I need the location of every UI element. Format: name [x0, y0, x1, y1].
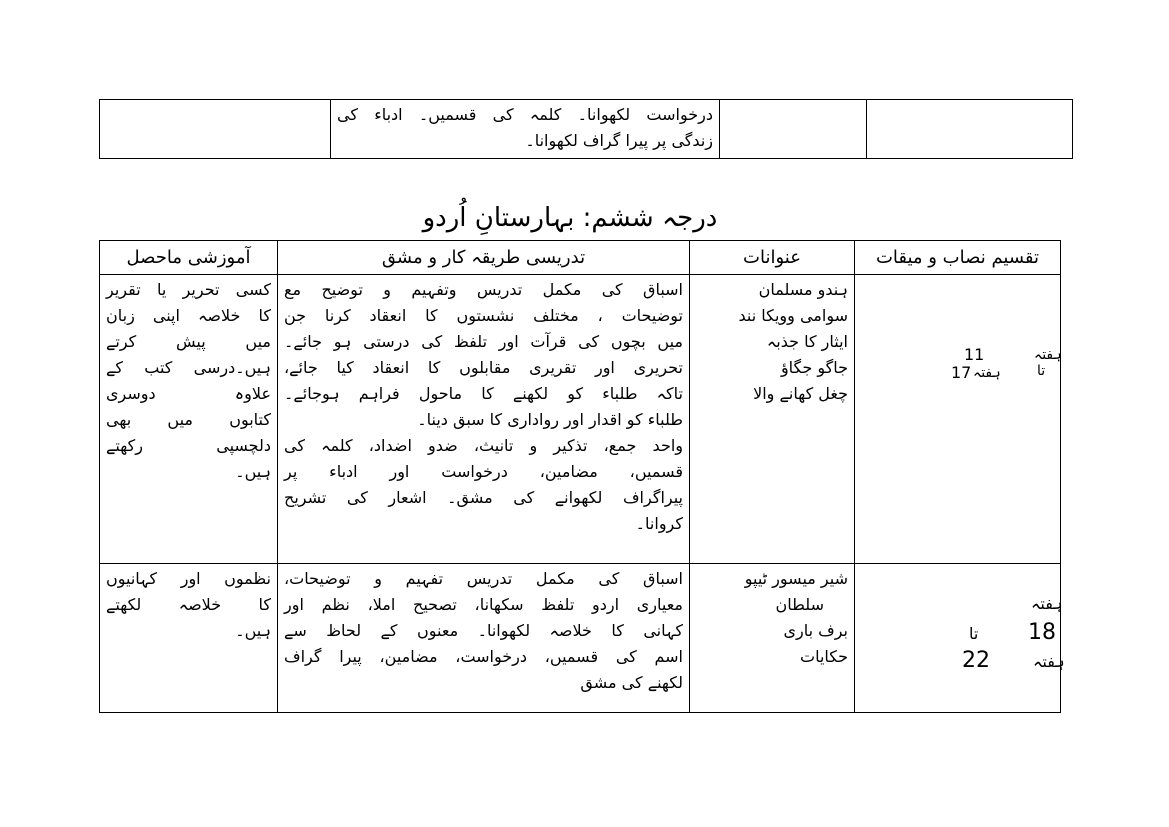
table-row: [100, 275, 1061, 564]
header-topics: عنوانات: [690, 241, 855, 275]
topic-item: چغل کھانے والا: [753, 384, 848, 403]
outcome-line: میں پیش کرتے: [106, 332, 271, 351]
method-cell: [278, 275, 690, 564]
outcome-line: کسی تحریر یا تقریر: [106, 280, 271, 299]
method-line: تحریری اور تقریری مقابلوں کا انعقاد کیا جائے،: [284, 358, 683, 377]
outcome-line: نظموں اور کہانیوں: [106, 569, 271, 588]
outcome-line: ہیں۔: [235, 462, 271, 481]
method-line: توضیحات ، مختلف نشستوں کا انعقاد کرنا جن: [284, 306, 683, 325]
page-heading: درجہ ششم: بہارستانِ اُردو: [422, 203, 718, 233]
outcome-line: کا خلاصہ اپنی زبان: [106, 306, 271, 325]
method-line: میں بچوں کی قرآت اور تلفظ کی درستی ہو جائے۔: [284, 332, 683, 351]
outcome-cell: [100, 564, 278, 713]
method-line: لکھنے کی مشق: [580, 673, 683, 692]
week-number: 22: [962, 648, 990, 673]
topic-item: حکایات: [800, 647, 848, 666]
outcome-line: کتابوں میں بھی: [106, 410, 271, 429]
weeks-cell: [855, 275, 1061, 564]
method-cell: [278, 564, 690, 713]
topic-item: سوامی وویکا نند: [738, 306, 848, 325]
top-method-line: زندگی پر پیرا گراف لکھوانا۔: [525, 131, 713, 150]
method-line: واحد جمع، تذکیر و تانیث، ضدو اضداد، کلمہ کی: [284, 436, 683, 455]
week-label: ہفتہ: [1031, 594, 1063, 613]
top-method-line: درخواست لکھوانا۔ کلمہ کی قسمیں۔ ادباء کی: [337, 105, 713, 124]
week-number: 18: [1028, 620, 1056, 645]
week-number: 11: [964, 345, 985, 364]
topic-item: ہندو مسلمان: [758, 280, 848, 299]
weeks-cell: [855, 564, 1065, 713]
topic-item: سلطان: [775, 595, 824, 614]
header-outcome: آموزشی ماحصل: [100, 241, 278, 275]
method-line: قسمیں، مضامین، درخواست اور ادباء پر: [284, 462, 683, 481]
topics-cell: [690, 275, 855, 564]
top-cell-topics: [720, 100, 867, 159]
method-line: اسم کی قسمیں، درخواست، مضامین، پیرا گراف: [284, 647, 683, 666]
week-label: ہفتہ: [973, 365, 1001, 381]
syllabus-table: [99, 240, 1065, 713]
table-row: [100, 564, 1061, 713]
method-line: تاکہ طلباء کو لکھنے کا ماحول فراہم ہوجائے۔: [284, 384, 683, 403]
method-line: معیاری اردو تلفظ سکھانا، تصحیح املا، نظم اور: [284, 595, 683, 614]
topics-cell: [690, 564, 855, 713]
method-line: پیراگراف لکھوانے کی مشق۔ اشعار کی تشریح: [284, 488, 683, 507]
method-line: کہانی کا خلاصہ لکھوانا۔ معنوں کے لحاظ سے: [284, 621, 683, 640]
topic-item: ایثار کا جذبہ: [766, 332, 848, 351]
week-to: تا: [1037, 363, 1046, 379]
topic-item: برف باری: [783, 621, 848, 640]
outcome-cell: [100, 275, 278, 564]
method-line: کروانا۔: [635, 514, 683, 533]
week-number: 17: [951, 363, 972, 382]
top-cell-schedule: [867, 100, 1073, 159]
outcome-line: علاوہ دوسری: [106, 384, 271, 403]
header-schedule: تقسیم نصاب و میقات: [855, 241, 1061, 275]
method-line: طلباء کو اقدار اور رواداری کا سبق دینا۔: [417, 410, 683, 429]
top-fragment-table: [99, 99, 1073, 159]
outcome-line: ہیں۔: [235, 621, 271, 640]
week-label: ہفتہ: [1034, 347, 1062, 363]
top-cell-method: [331, 100, 720, 159]
topic-item: شیر میسور ٹیپو: [744, 569, 848, 588]
week-to: تا: [969, 624, 979, 643]
top-cell-outcome: [100, 100, 331, 159]
outcome-line: دلچسپی رکھتے: [106, 436, 271, 455]
method-line: اسباق کی مکمل تدریس تفہیم و توضیحات،: [284, 569, 683, 588]
topic-item: جاگو جگاؤ: [780, 358, 848, 377]
outcome-line: کا خلاصہ لکھتے: [106, 595, 271, 614]
method-line: اسباق کی مکمل تدریس وتفہیم و توضیح مع: [284, 280, 683, 299]
outcome-line: ہیں۔درسی کتب کے: [106, 358, 271, 377]
header-method: تدریسی طریقہ کار و مشق: [278, 241, 690, 275]
week-label: ہفتہ: [1033, 652, 1065, 671]
